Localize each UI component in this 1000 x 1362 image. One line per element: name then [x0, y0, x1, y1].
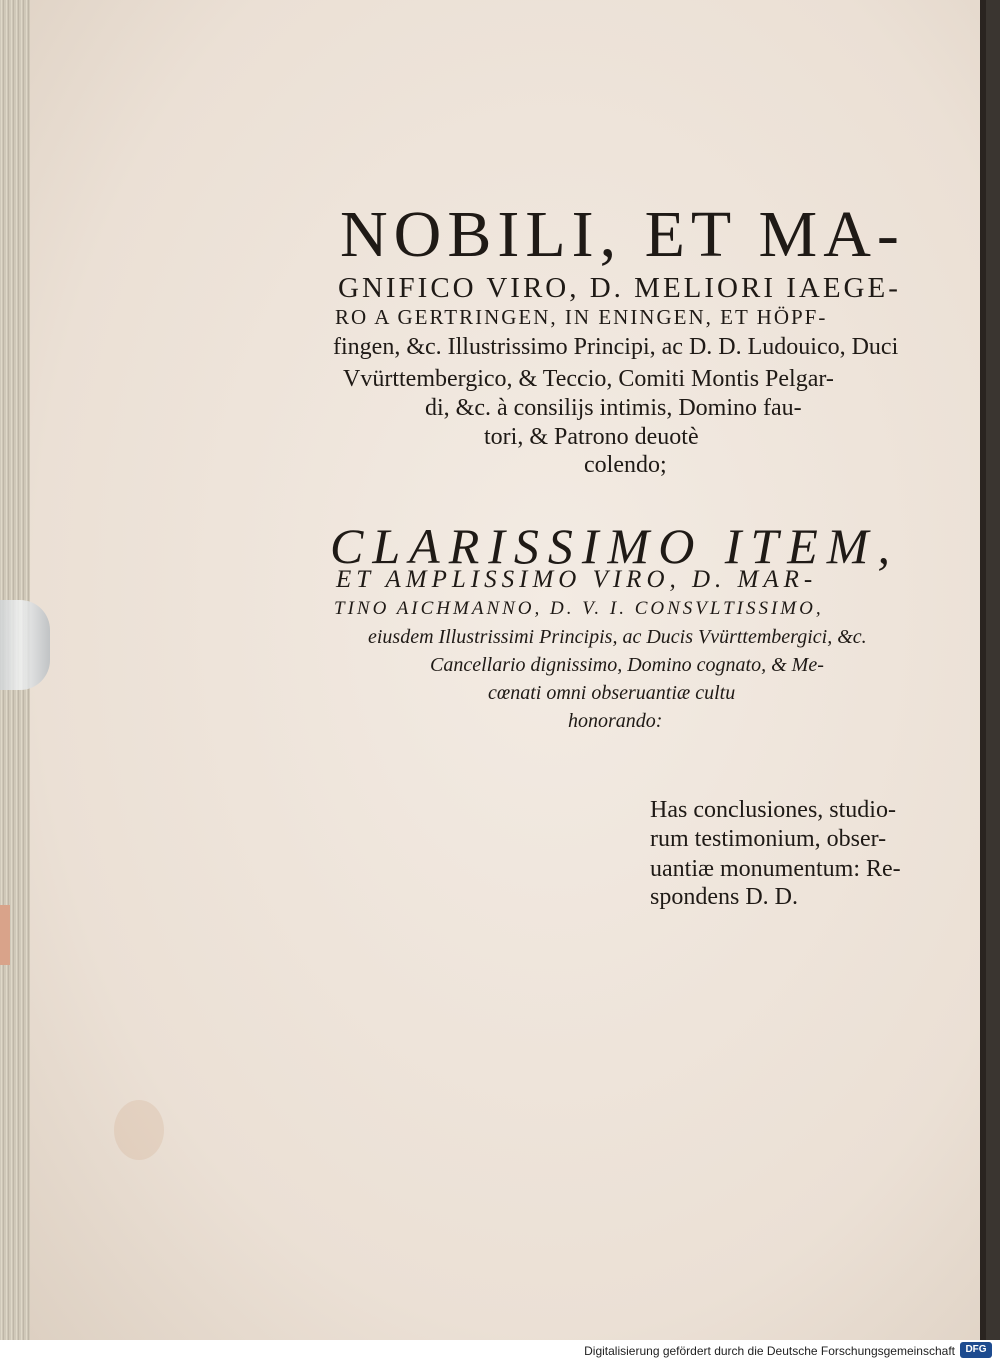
- dedication-1-line: fingen, &c. Illustrissimo Principi, ac D. D. Ludouico, Duci: [333, 334, 899, 360]
- dedication-2-line: honorando:: [568, 710, 663, 732]
- dfg-logo: DFG: [960, 1342, 992, 1358]
- closing-line: rum testimonium, obser-: [650, 826, 887, 852]
- paper-stain: [114, 1100, 164, 1160]
- footer-credit: Digitalisierung gefördert durch die Deutsche Forschungsgemeinschaft: [584, 1344, 955, 1358]
- closing-line: spondens D. D.: [650, 884, 798, 910]
- dedication-2-line: cœnati omni obseruantiæ cultu: [488, 682, 736, 704]
- dedication-1-line: RO A GERTRINGEN, IN ENINGEN, ET HÖPF-: [335, 305, 828, 329]
- dedication-2-line: eiusdem Illustrissimi Principis, ac Ducis Vvürttembergici, &c.: [368, 626, 867, 648]
- dedication-2-line: TINO AICHMANNO, D. V. I. CONSVLTISSIMO,: [334, 598, 824, 619]
- dedication-1-line: Vvürttembergico, & Teccio, Comiti Montis Pelgar-: [343, 366, 834, 392]
- closing-line: Has conclusiones, studio-: [650, 797, 896, 823]
- dedication-1-heading: NOBILI, ET MA-: [340, 198, 905, 271]
- bookmark-strip: [0, 905, 10, 965]
- dedication-1-line: colendo;: [584, 452, 667, 478]
- closing-line: uantiæ monumentum: Re-: [650, 856, 901, 882]
- dedication-2-heading: CLARISSIMO ITEM,: [330, 518, 899, 574]
- dedication-2-line: ET AMPLISSIMO VIRO, D. MAR-: [336, 566, 818, 593]
- dedication-1-line: di, &c. à consilijs intimis, Domino fau-: [425, 395, 802, 421]
- dedication-2-line: Cancellario dignissimo, Domino cognato, & Me-: [430, 654, 824, 676]
- page-clip: [0, 600, 50, 690]
- dedication-1-line: GNIFICO VIRO, D. MELIORI IAEGE-: [338, 272, 901, 304]
- dedication-1-line: tori, & Patrono deuotè: [484, 424, 699, 450]
